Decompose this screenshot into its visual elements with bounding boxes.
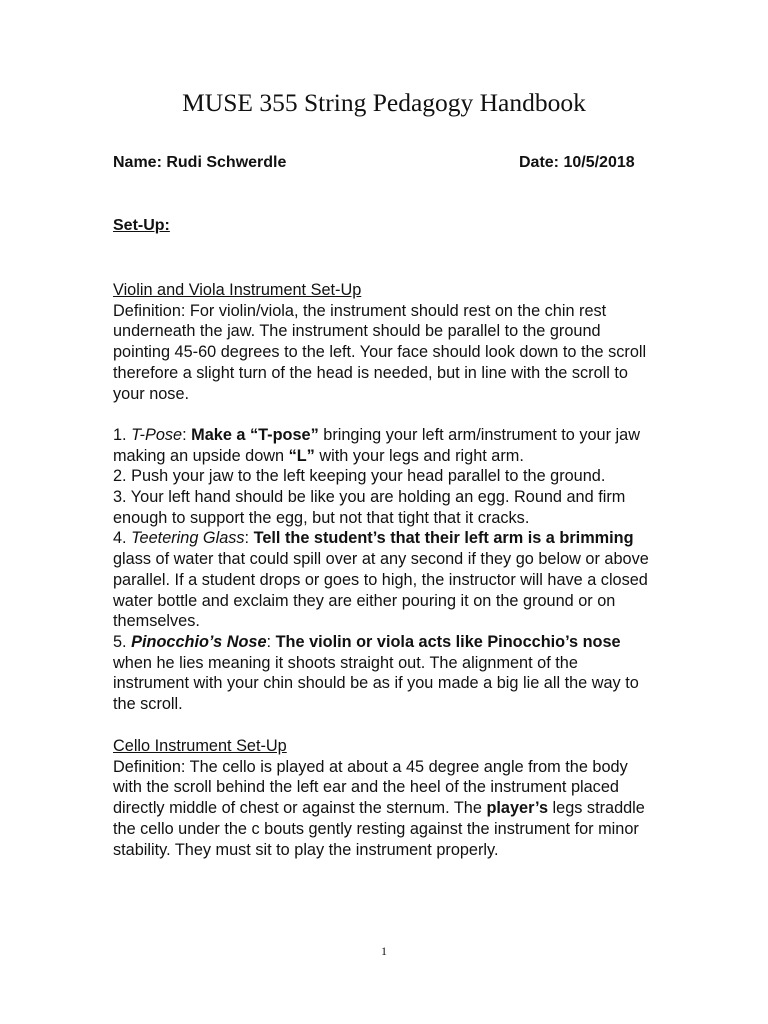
item-colon: :	[244, 529, 254, 548]
violin-viola-section	[113, 280, 658, 715]
item-colon: :	[182, 425, 192, 444]
item-text: glass of water that could spill over at any second if they go below or above parallel. If a student drops or goes to high, the instructor will have a closed water bottle and exclaim they are either pouring it on the ground or on themselves.	[113, 550, 649, 631]
item-text: bringing your left arm/instrument to your jaw making an upside down	[113, 425, 640, 465]
violin-viola-heading: Violin and Viola Instrument Set-Up	[113, 281, 362, 299]
list-item-teetering-glass	[113, 528, 658, 632]
definition-text: Definition: The cello is played at about a 45 degree angle from the body with the scroll behind the left ear and the heel of the instrument placed directly middle of chest or against the sternum. The	[113, 757, 628, 818]
item-number: 5.	[113, 632, 132, 651]
definition-text: legs straddle the cello under the c bouts gently resting against the instrument for minor stability. They must sit to play the instrument properly.	[113, 799, 645, 859]
definition-bold-phrase: player’s	[486, 799, 549, 818]
item-bold-phrase: The violin or viola acts like Pinocchio’s nose	[275, 632, 621, 651]
cello-definition	[113, 757, 658, 861]
violin-viola-definition: Definition: For violin/viola, the instrument should rest on the chin rest underneath the jaw. The instrument should be parallel to the ground pointing 45-60 degrees to the left. Your face should look down to the scroll therefore a slight turn of the head is needed, but in line with the scroll to your nose.	[113, 301, 647, 403]
item-bold-phrase: Make a “T-pose”	[191, 425, 319, 444]
item-term: Teetering Glass	[131, 529, 245, 548]
list-item-pinocchio	[113, 632, 658, 715]
item-number: 4.	[113, 529, 132, 548]
setup-heading: Set-Up:	[113, 217, 170, 234]
document-date: Date: 10/5/2018	[519, 154, 635, 171]
item-bold-phrase: Tell the student’s that their left arm is a brimming	[253, 529, 634, 548]
list-item-t-pose	[113, 425, 658, 466]
item-colon: :	[266, 632, 276, 651]
item-number: 1.	[113, 425, 132, 444]
page-number: 1	[381, 944, 387, 958]
list-item-jaw: 2. Push your jaw to the left keeping your head parallel to the ground.	[113, 467, 606, 486]
list-item-egg: 3. Your left hand should be like you are holding an egg. Round and firm enough to support the egg, but not that tight that it cracks.	[113, 488, 626, 527]
item-term: T-Pose	[131, 425, 183, 444]
item-text: when he lies meaning it shoots straight out. The alignment of the instrument with your chin should be as if you made a big lie all the way to the scroll.	[113, 653, 639, 714]
cello-section	[113, 736, 658, 860]
item-bold-phrase: “L”	[288, 446, 315, 465]
item-term: Pinocchio’s Nose	[131, 632, 267, 651]
item-text: with your legs and right arm.	[314, 446, 524, 465]
cello-heading: Cello Instrument Set-Up	[113, 737, 287, 755]
document-title: MUSE 355 String Pedagogy Handbook	[182, 88, 586, 117]
student-name: Name: Rudi Schwerdle	[113, 154, 287, 171]
